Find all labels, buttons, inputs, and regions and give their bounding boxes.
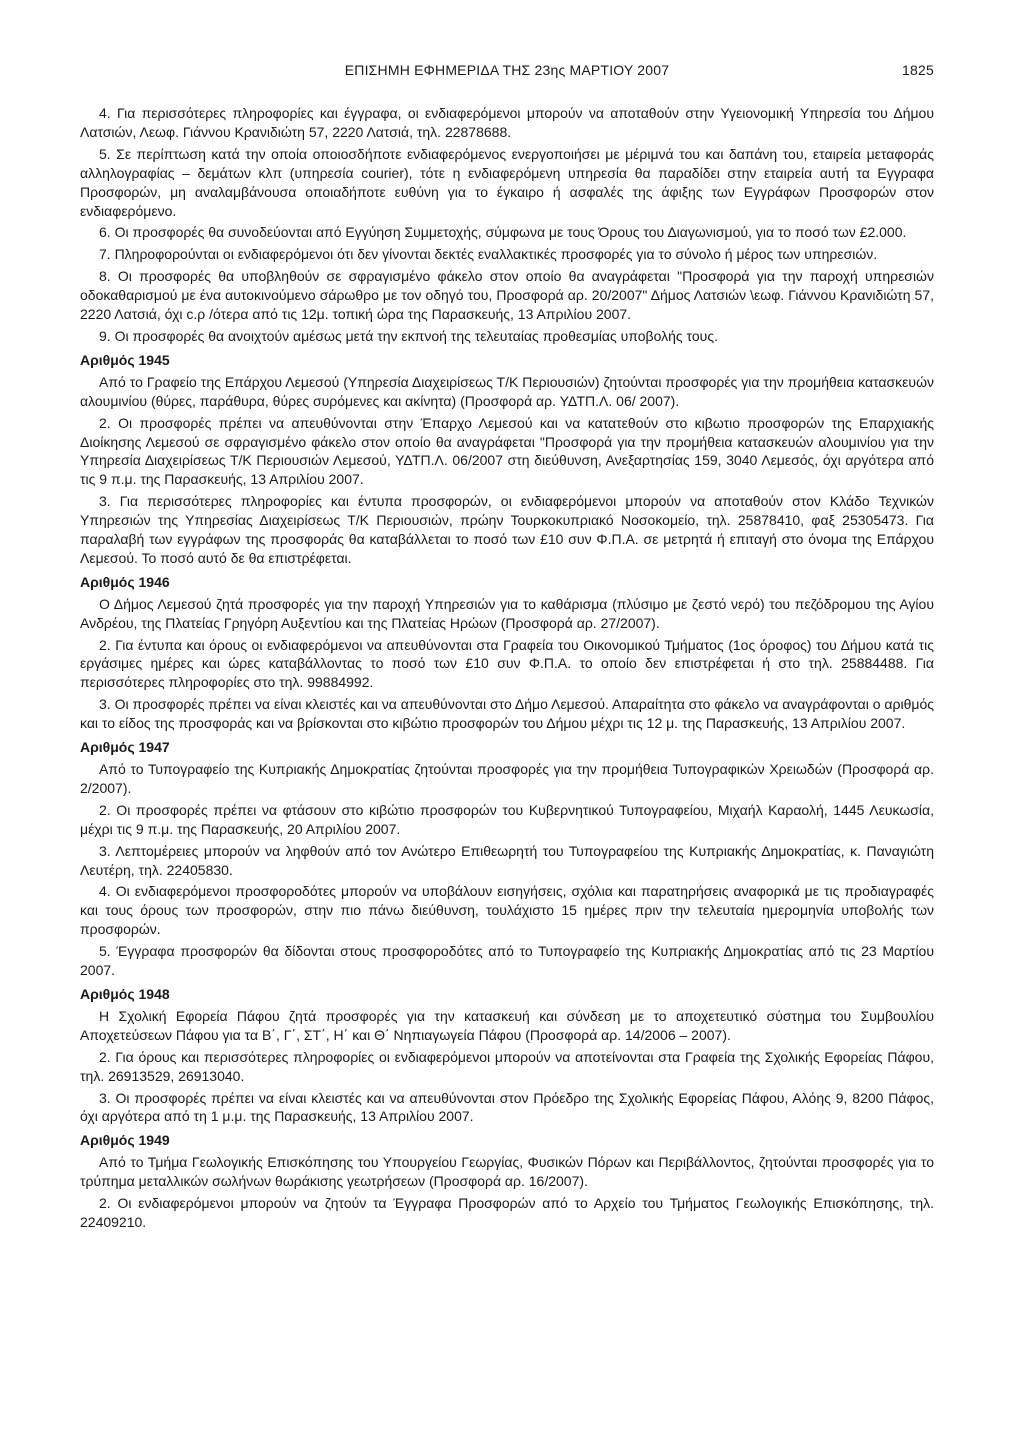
clause-paragraph: 3. Για περισσότερες πληροφορίες και έντυπα προσφορών, οι ενδιαφερόμενοι μπορούν να αποταθούν στον Κλάδο Τεχνικών Υπηρεσιών της Υπηρεσίας Διαχειρίσεως Τ/Κ Περιουσιών, πρώην Τουρκοκυπριακό Νοσοκομείο, τηλ. 25878410, φαξ 25305473. Για παραλαβή των εγγράφων της προσφοράς θα καταβάλλεται το ποσό των £10 συν Φ.Π.Α. σε μετρητά ή επιταγή στο όνομα της Επάρχου Λεμεσού. Το ποσό αυτό δε θα επιστρέφεται.: [80, 493, 934, 566]
clause-paragraph: 3. Λεπτομέρειες μπορούν να ληφθούν από τον Ανώτερο Επιθεωρητή του Τυπογραφείου της Κυπριακής Δημοκρατίας, κ. Παναγιώτη Λευτέρη, τηλ. 22405830.: [80, 842, 934, 878]
clause-paragraph: 8. Οι προσφορές θα υποβληθούν σε σφραγισμένο φάκελο στον οποίο θα αναγράφεται "Προσφορά για την παροχή υπηρεσιών οδοκαθαρισμού με ένα αυτοκινούμενο σάρωθρο με τον οδηγό του, Προσφορά αρ. 20/2007" Δήμος Λατσιών \εωφ. Γιάννου Κρανιδιώτη 57, 2220 Λατσιά, όχι ϲ.ρ /ότερα από τις 12μ. τοπική ώρα της Παρασκευής, 13 Απριλίου 2007.: [80, 268, 934, 323]
clause-paragraph: 3. Οι προσφορές πρέπει να είναι κλειστές και να απευθύνονται στον Πρόεδρο της Σχολικής Εφορείας Πάφου, Αλόης 9, 8200 Πάφος, όχι αργότερα από τη 1 μ.μ. της Παρασκευής, 13 Απριλίου 2007.: [80, 1089, 934, 1125]
clause-paragraph: 4. Οι ενδιαφερόμενοι προσφοροδότες μπορούν να υποβάλουν εισηγήσεις, σχόλια και παρατηρήσεις αναφορικά με τις προδιαγραφές και τους όρους των προσφορών, στην πιο πάνω διεύθυνση, τουλάχιστο 15 ημέρες πριν την τελευταία ημερομηνία υποβολής των προσφορών.: [80, 883, 934, 938]
clause-paragraph: Η Σχολική Εφορεία Πάφου ζητά προσφορές για την κατασκευή και σύνδεση με το αποχετευτικό σύστημα του Συμβουλίου Αποχετεύσεων Πάφου για τα Β΄, Γ΄, ΣΤ΄, Η΄ και Θ΄ Νηπιαγωγεία Πάφου (Προσφορά αρ. 14/2006 – 2007).: [80, 1007, 934, 1043]
notice-heading: Αριθμός 1945: [80, 351, 170, 368]
clause-paragraph: 2. Οι ενδιαφερόμενοι μπορούν να ζητούν τα Έγγραφα Προσφορών από το Αρχείο του Τμήματος Γεωλογικής Επισκόπησης, τηλ. 22409210.: [80, 1195, 934, 1230]
clause-paragraph: 2. Για έντυπα και όρους οι ενδιαφερόμενοι να απευθύνονται στα Γραφεία του Οικονομικού Τμήματος (1ος όροφος) του Δήμου κατά τις εργάσιμες ημέρες και ώρες καταβάλλοντας το ποσό των £10 συν Φ.Π.Α. το οποίο δεν επιστρέφεται ή στο τηλ. 25884488. Για περισσότερες πληροφορίες στο τηλ. 99884992.: [80, 636, 934, 691]
clause-paragraph: Από το Γραφείο της Επάρχου Λεμεσού (Υπηρεσία Διαχειρίσεως Τ/Κ Περιουσιών) ζητούνται προσφορές για την προμήθεια κατασκευών αλουμινίου (θύρες, παράθυρα, θύρες συρόμενες και ακίνητα) (Προσφορά αρ. ΥΔΤΠ.Λ. 06/ 2007).: [80, 373, 934, 409]
gazette-title: ΕΠΙΣΗΜΗ ΕΦΗΜΕΡΙΔΑ ΤΗΣ 23ης ΜΑΡΤΙΟΥ 2007: [344, 62, 670, 78]
clause-paragraph: 6. Οι προσφορές θα συνοδεύονται από Εγγύηση Συμμετοχής, σύμφωνα με τους Όρους του Διαγωνισμού, για το ποσό των £2.000.: [99, 224, 907, 241]
page-number: 1825: [902, 62, 934, 78]
clause-paragraph: 2. Οι προσφορές πρέπει να απευθύνονται στην Έπαρχο Λεμεσού και να κατατεθούν στο κιβωτιο προσφορών της Επαρχιακής Διοίκησης Λεμεσού σε σφραγισμένο φάκελο στον οποίο θα αναγράφεται "Προσφορά για την προμήθεια κατασκευών αλουμινίου για την Υπηρεσία Διαχειρίσεως Τ/Κ Περιουσιών Λεμεσού, ΥΔΤΠ.Λ. 06/2007 στη διεύθυνση, Ανεξαρτησίας 159, 3040 Λεμεσός, όχι αργότερα από τις 9 π.μ. της Παρασκευής, 13 Απριλίου 2007.: [80, 414, 934, 488]
clause-paragraph: 4. Για περισσότερες πληροφορίες και έγγραφα, οι ενδιαφερόμενοι μπορούν να αποταθούν στην Υγειονομική Υπηρεσία του Δήμου Λατσιών, Λεωφ. Γιάννου Κρανιδιώτη 57, 2220 Λατσιά, τηλ. 22878688.: [80, 105, 934, 140]
notice-1948: [80, 985, 934, 1126]
notice-heading: Αριθμός 1947: [80, 739, 170, 756]
page-content: [80, 104, 934, 1232]
notice-1945: [80, 351, 934, 568]
clause-paragraph: 9. Οι προσφορές θα ανοιχτούν αμέσως μετά την εκπνοή της τελευταίας προθεσμίας υποβολής τους.: [99, 327, 718, 344]
notice-1949: [80, 1131, 934, 1232]
clause-paragraph: 5. Σε περίπτωση κατά την οποία οποιοσδήποτε ενδιαφερόμενος ενεργοποιήσει με μέριμνά του και δαπάνη του, εταιρεία μεταφοράς αλληλογραφίας – δεμάτων κλπ (υπηρεσία courier), τότε η ενδιαφερόμενη υπηρεσία θα παραδίδει στην εταιρεία αυτή τα Εγγραφα Προσφορών, μη αναλαμβάνουσα οποιαδήποτε ευθύνη για το έγκαιρο ή ασφαλές της άφιξης των Εγγράφων Προσφορών στον ενδιαφερόμενο.: [80, 145, 934, 219]
clause-paragraph: 5. Έγγραφα προσφορών θα δίδονται στους προσφοροδότες από το Τυπογραφείο της Κυπριακής Δημοκρατίας από τις 23 Μαρτίου 2007.: [80, 943, 934, 979]
clause-paragraph: Ο Δήμος Λεμεσού ζητά προσφορές για την παροχή Υπηρεσιών για το καθάρισμα (πλύσιμο με ζεστό νερό) του πεζόδρομου της Αγίου Ανδρέου, της Πλατείας Γρηγόρη Αυξεντίου και της Πλατείας Ηρώων (Προσφορά αρ. 27/2007).: [80, 595, 934, 631]
notice-heading: Αριθμός 1946: [80, 573, 170, 590]
notice-heading: Αριθμός 1949: [80, 1132, 170, 1149]
previous-notice-continuation: [80, 104, 934, 346]
page-header: [80, 62, 934, 84]
notice-heading: Αριθμός 1948: [80, 985, 170, 1002]
clause-paragraph: 7. Πληροφορούνται οι ενδιαφερόμενοι ότι δεν γίνονται δεκτές εναλλακτικές προσφορές για το σύνολο ή μέρος των υπηρεσιών.: [99, 246, 878, 263]
clause-paragraph: Από το Τυπογραφείο της Κυπριακής Δημοκρατίας ζητούνται προσφορές για την προμήθεια Τυπογραφικών Χρειωδών (Προσφορά αρ. 2/2007).: [80, 761, 934, 796]
clause-paragraph: 2. Οι προσφορές πρέπει να φτάσουν στο κιβώτιο προσφορών του Κυβερνητικού Τυπογραφείου, Μιχαήλ Καραολή, 1445 Λευκωσία, μέχρι τις 9 π.μ. της Παρασκευής, 20 Απριλίου 2007.: [80, 801, 934, 837]
notice-1946: [80, 573, 934, 733]
clause-paragraph: 3. Οι προσφορές πρέπει να είναι κλειστές και να απευθύνονται στο Δήμο Λεμεσού. Απαραίτητα στο φάκελο να αναγράφονται ο αριθμός και το είδος της προσφοράς και να βρίσκονται στο κιβώτιο προσφορών του Δήμου μέχρι τις 12 μ. της Παρασκευής, 13 Απριλίου 2007.: [80, 696, 934, 732]
notice-1947: [80, 738, 934, 980]
clause-paragraph: 2. Για όρους και περισσότερες πληροφορίες οι ενδιαφερόμενοι μπορούν να αποτείνονται στα Γραφεία της Σχολικής Εφορείας Πάφου, τηλ. 26913529, 26913040.: [80, 1048, 934, 1084]
clause-paragraph: Από το Τμήμα Γεωλογικής Επισκόπησης του Υπουργείου Γεωργίας, Φυσικών Πόρων και Περιβάλλοντος, ζητούνται προσφορές για το τρύπημα μεταλλικών σωλήνων θωράκισης γεωτρήσεων (Προσφορά αρ. 16/2007).: [80, 1154, 934, 1190]
